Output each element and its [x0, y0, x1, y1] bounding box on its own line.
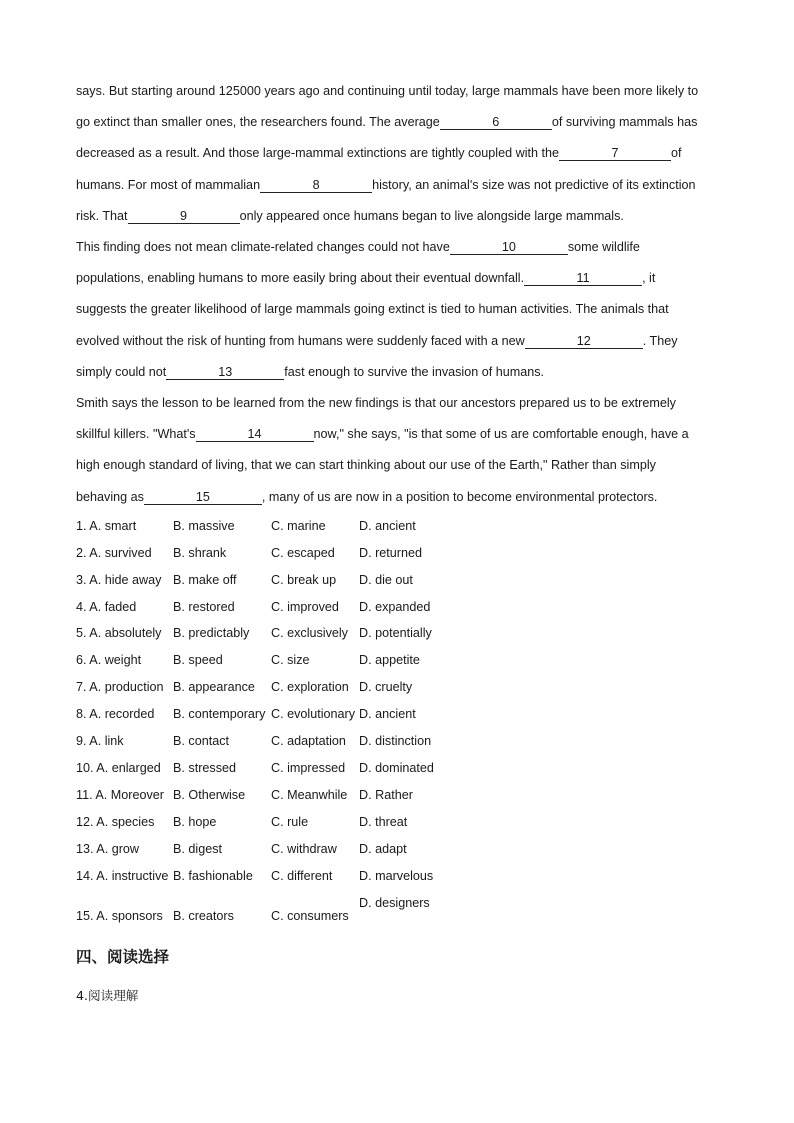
passage-line-3: decreased as a result. And those large-mammal extinctions are tightly coupled with the 7 of [76, 146, 682, 160]
blank-12[interactable]: 12 [525, 334, 643, 349]
option-c[interactable]: C. consumers [271, 909, 349, 923]
option-c[interactable]: C. impressed [271, 761, 346, 775]
option-c[interactable]: C. evolutionary [271, 707, 355, 721]
option-a[interactable]: 7. A. production [76, 680, 164, 694]
option-c[interactable]: C. different [271, 869, 333, 883]
passage-line-6: This finding does not mean climate-related changes could not have 10 some wildlife [76, 240, 640, 254]
option-c[interactable]: C. withdraw [271, 842, 337, 856]
option-d[interactable]: D. dominated [359, 761, 434, 775]
option-a[interactable]: 14. A. instructive [76, 869, 169, 883]
option-b[interactable]: B. Otherwise [173, 788, 246, 802]
blank-8[interactable]: 8 [260, 178, 372, 193]
blank-6[interactable]: 6 [440, 115, 552, 130]
option-d[interactable]: D. distinction [359, 734, 432, 748]
option-b[interactable]: B. contemporary [173, 707, 266, 721]
option-b[interactable]: B. speed [173, 653, 223, 667]
option-d[interactable]: D. ancient [359, 519, 416, 533]
option-a[interactable]: 9. A. link [76, 734, 124, 748]
passage-line-14: behaving as 15 , many of us are now in a position to become environmental protectors. [76, 490, 658, 504]
option-d[interactable]: D. cruelty [359, 680, 413, 694]
option-d[interactable]: D. die out [359, 573, 413, 587]
section-heading: 四、阅读选择 [76, 948, 170, 966]
passage-line-8: suggests the greater likelihood of large mammals going extinct is tied to human activities. The animals that [76, 302, 669, 316]
option-d[interactable]: D. appetite [359, 653, 420, 667]
passage-line-4: humans. For most of mammalian 8 history, an animal's size was not predictive of its extinction [76, 178, 696, 192]
option-a[interactable]: 12. A. species [76, 815, 155, 829]
option-b[interactable]: B. hope [173, 815, 217, 829]
option-a[interactable]: 10. A. enlarged [76, 761, 161, 775]
option-b[interactable]: B. restored [173, 600, 235, 614]
option-a[interactable]: 15. A. sponsors [76, 909, 163, 923]
option-c[interactable]: C. marine [271, 519, 326, 533]
option-d[interactable]: D. threat [359, 815, 408, 829]
option-a[interactable]: 1. A. smart [76, 519, 137, 533]
option-a[interactable]: 5. A. absolutely [76, 626, 162, 640]
option-c[interactable]: C. exploration [271, 680, 349, 694]
option-c[interactable]: C. rule [271, 815, 309, 829]
option-b[interactable]: B. digest [173, 842, 223, 856]
option-a[interactable]: 6. A. weight [76, 653, 142, 667]
passage-line-11: Smith says the lesson to be learned from the new findings is that our ancestors prepared us to be extremely [76, 396, 676, 410]
option-d[interactable]: D. adapt [359, 842, 407, 856]
option-c[interactable]: C. escaped [271, 546, 335, 560]
option-d[interactable]: D. expanded [359, 600, 431, 614]
passage-line-5: risk. That 9 only appeared once humans began to live alongside large mammals. [76, 209, 624, 223]
passage-line-13: high enough standard of living, that we can start thinking about our use of the Earth," Rather than simply [76, 458, 656, 472]
option-a[interactable]: 13. A. grow [76, 842, 140, 856]
blank-14[interactable]: 14 [196, 427, 314, 442]
option-b[interactable]: B. fashionable [173, 869, 253, 883]
option-d[interactable]: D. designers [359, 896, 430, 910]
option-c[interactable]: C. adaptation [271, 734, 346, 748]
option-c[interactable]: C. break up [271, 573, 337, 587]
passage-line-7: populations, enabling humans to more easily bring about their eventual downfall. 11 , it [76, 271, 656, 285]
option-c[interactable]: C. Meanwhile [271, 788, 348, 802]
blank-9[interactable]: 9 [128, 209, 240, 224]
option-d[interactable]: D. returned [359, 546, 422, 560]
passage-line-2: go extinct than smaller ones, the researchers found. The average 6 of surviving mammals has [76, 115, 698, 129]
option-c[interactable]: C. improved [271, 600, 339, 614]
blank-11[interactable]: 11 [524, 271, 642, 286]
option-d[interactable]: D. potentially [359, 626, 432, 640]
passage-line-12: skillful killers. "What's 14 now," she says, "is that some of us are comfortable enough, have a [76, 427, 689, 441]
option-a[interactable]: 2. A. survived [76, 546, 152, 560]
blank-10[interactable]: 10 [450, 240, 568, 255]
option-a[interactable]: 3. A. hide away [76, 573, 162, 587]
passage-line-10: simply could not 13 fast enough to survive the invasion of humans. [76, 365, 545, 379]
option-b[interactable]: B. appearance [173, 680, 255, 694]
option-c[interactable]: C. exclusively [271, 626, 348, 640]
blank-15[interactable]: 15 [144, 490, 262, 505]
option-a[interactable]: 11. A. Moreover [76, 788, 164, 802]
option-b[interactable]: B. shrank [173, 546, 227, 560]
option-b[interactable]: B. massive [173, 519, 235, 533]
option-b[interactable]: B. make off [173, 573, 237, 587]
option-d[interactable]: D. Rather [359, 788, 413, 802]
option-b[interactable]: B. predictably [173, 626, 250, 640]
option-b[interactable]: B. contact [173, 734, 230, 748]
option-c[interactable]: C. size [271, 653, 310, 667]
passage-line-9: evolved without the risk of hunting from humans were suddenly faced with a new 12 . They [76, 334, 678, 348]
blank-7[interactable]: 7 [559, 146, 671, 161]
option-a[interactable]: 8. A. recorded [76, 707, 155, 721]
option-a[interactable]: 4. A. faded [76, 600, 137, 614]
option-b[interactable]: B. creators [173, 909, 234, 923]
option-d[interactable]: D. marvelous [359, 869, 434, 883]
blank-13[interactable]: 13 [166, 365, 284, 380]
option-b[interactable]: B. stressed [173, 761, 236, 775]
section-subheading: 4.阅读理解 [76, 988, 139, 1003]
option-d[interactable]: D. ancient [359, 707, 416, 721]
passage-line-1: says. But starting around 125000 years ago and continuing until today, large mammals have been more likely to [76, 84, 699, 98]
